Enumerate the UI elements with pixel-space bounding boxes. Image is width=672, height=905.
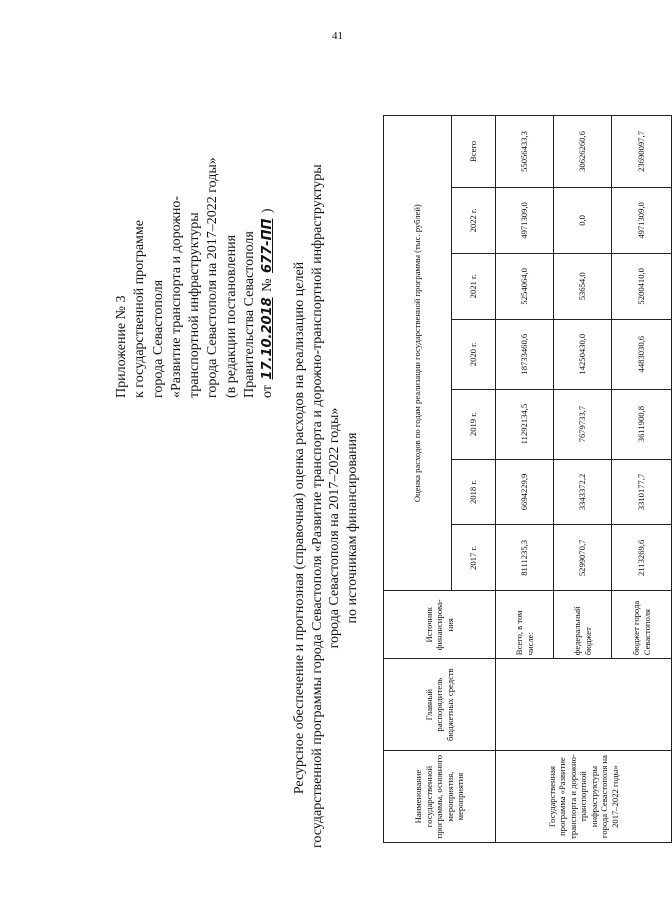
header-manager: Главный распорядитель бюджетных средств: [384, 659, 496, 751]
header-year: 2022 г.: [452, 187, 496, 253]
appendix-line: «Развитие транспорта и дорожно-: [168, 195, 184, 398]
table-row: [496, 116, 554, 843]
source-cell: федеральный бюджет: [554, 591, 612, 659]
value-cell: 4483030,6: [612, 319, 672, 389]
header-source: Источник финансирова-ния: [384, 591, 496, 659]
rotated-page-content: [15, 68, 652, 868]
value-cell: 6694229,9: [496, 459, 554, 525]
appendix-line: к государственной программе: [132, 220, 148, 398]
value-cell: 4971309,0: [612, 187, 672, 253]
closing-paren: ): [260, 208, 276, 214]
value-cell: 11292134,5: [496, 389, 554, 459]
value-cell: 3310177,7: [612, 459, 672, 525]
header-year: 2021 г.: [452, 253, 496, 319]
header-year: 2017 г.: [452, 525, 496, 591]
header-year: 2018 г.: [452, 459, 496, 525]
header-year: 2019 г.: [452, 389, 496, 459]
source-cell: бюджет города Севастополя: [612, 591, 672, 659]
value-cell: 30626260,6: [554, 116, 612, 188]
value-cell: 3343372,2: [554, 459, 612, 525]
header-total: Всего: [452, 116, 496, 188]
value-cell: 8111235,3: [496, 525, 554, 591]
appendix-line: города Севастополя: [150, 279, 166, 398]
header-year: 2020 г.: [452, 319, 496, 389]
value-cell: 23690097,7: [612, 116, 672, 188]
value-cell: 53654,0: [554, 253, 612, 319]
appendix-line: транспортной инфраструктуры: [187, 212, 203, 398]
financing-table: [383, 115, 672, 843]
document-title: [291, 164, 361, 848]
appendix-date-line: [259, 78, 277, 398]
header-expenses-group: Оценка расходов по годам реализации государственной программы (тыс. рублей): [384, 116, 452, 591]
value-cell: 2113269,6: [612, 525, 672, 591]
value-cell: 5254064,0: [496, 253, 554, 319]
title-line: государственной программы города Севастополя «Развитие транспорта и дорожно-транспортной инфраструктуры: [309, 164, 325, 848]
value-cell: 18733460,6: [496, 319, 554, 389]
title-line: города Севастополя на 2017–2022 годы»: [327, 407, 342, 649]
value-cell: 5299070,7: [554, 525, 612, 591]
appendix-line: города Севастополя на 2017–2022 годы»: [205, 157, 221, 398]
program-manager-cell: [496, 659, 672, 751]
value-cell: 4971309,0: [496, 187, 554, 253]
number-prefix: №: [260, 278, 276, 292]
header-program-name: Наименование государственной программы, основного мероприятия, мероприятия: [384, 751, 496, 843]
handwritten-date: 17.10.2018: [260, 297, 276, 380]
value-cell: 14250430,0: [554, 319, 612, 389]
source-cell: Всего, в том числе:: [496, 591, 554, 659]
value-cell: 3611900,8: [612, 389, 672, 459]
value-cell: 0,0: [554, 187, 612, 253]
title-line: по источникам финансирования: [344, 432, 360, 624]
page-number: 41: [332, 30, 343, 42]
title-line: Ресурсное обеспечение и прогнозная (справочная) оценка расходов на реализацию целей: [292, 261, 307, 795]
appendix-line: Правительства Севастополя: [242, 231, 258, 398]
appendix-line: (в редакции постановления: [223, 234, 239, 398]
value-cell: 7679733,7: [554, 389, 612, 459]
appendix-block: [113, 78, 278, 398]
date-prefix: от: [260, 385, 276, 398]
header-row: [384, 116, 452, 843]
appendix-line: Приложение № 3: [114, 295, 129, 398]
program-name-cell: Государственная программа «Развитие транспорта и дорожно-транспортной инфраструктуры города Севастополя на 2017–2022 годы»: [496, 751, 672, 843]
value-cell: 5200410,0: [612, 253, 672, 319]
value-cell: 55056433,3: [496, 116, 554, 188]
handwritten-number: 677-ПП: [260, 218, 276, 273]
